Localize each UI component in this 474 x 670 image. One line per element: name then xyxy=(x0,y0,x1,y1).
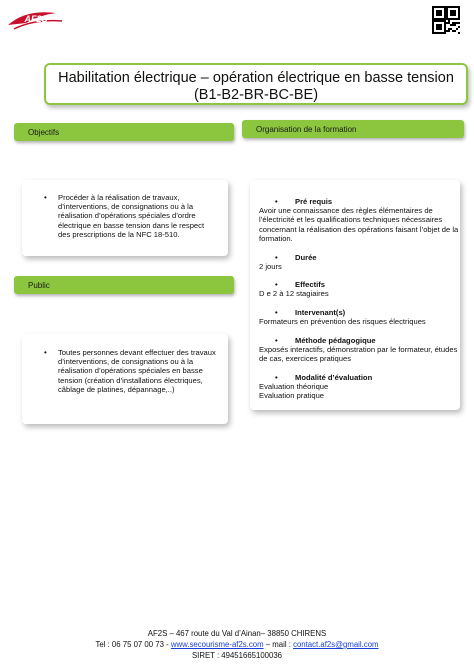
footer-tel: Tel : 06 75 07 00 73 - xyxy=(95,640,171,649)
org-heading: Méthode pédagogique xyxy=(295,336,376,345)
footer-mail-label: – mail : xyxy=(263,640,294,649)
org-heading: Modalité d’évaluation xyxy=(295,373,373,382)
footer-siret: SIRET : 49451665100036 xyxy=(191,651,283,660)
logo-text: AF2S xyxy=(24,14,48,24)
org-item-methode: • Méthode pédagogique Exposés interactifs, démonstration par le formateur, études de cas, exercices pratiques xyxy=(259,336,458,364)
page-title: Habilitation électrique – opération électrique en basse tension xyxy=(58,70,454,86)
org-body: Evaluation théorique Evaluation pratique xyxy=(259,382,329,401)
org-body: 2 jours xyxy=(259,262,282,272)
org-heading: Intervenant(s) xyxy=(295,308,346,317)
page-subtitle: (B1-B2-BR-BC-BE) xyxy=(193,87,319,103)
org-item-intervenants: • Intervenant(s) Formateurs en prévention des risques électriques xyxy=(259,308,459,326)
public-tab xyxy=(14,276,234,294)
email-link[interactable]: contact.af2s@gmail.com xyxy=(293,640,379,649)
organisation-tab xyxy=(242,120,464,138)
footer-address: AF2S – 467 route du Val d’Ainan– 38850 CHIRENS xyxy=(147,629,327,638)
qr-code[interactable] xyxy=(432,6,460,34)
org-body: Formateurs en prévention des risques électriques xyxy=(259,317,426,327)
organisation-label: Organisation de la formation xyxy=(256,125,357,134)
org-body: Avoir une connaissance des règles élémentaires de l’électricité et les qualifications techniques nécessaires concernant la réalisation des opérations faisant l’objet de la formation. xyxy=(259,206,459,243)
objectifs-tab xyxy=(14,123,234,141)
website-link[interactable]: www.secourisme-af2s.com xyxy=(170,640,264,649)
org-item-evaluation: • Modalité d’évaluation Evaluation théorique Evaluation pratique xyxy=(259,373,459,401)
public-label: Public xyxy=(28,281,50,290)
org-heading: Pré requis xyxy=(295,197,333,206)
title-box xyxy=(44,63,468,105)
org-item-duree: • Durée 2 jours xyxy=(259,253,459,271)
org-heading: Effectifs xyxy=(295,280,325,289)
bullet-icon: • xyxy=(44,348,47,357)
org-body: D e 2 à 12 stagiaires xyxy=(259,289,329,299)
org-item-prerequis: • Pré requis Avoir une connaissance des règles élémentaires de l’électricité et les qualifications techniques nécessaires concernant la réalisation des opérations faisant l’objet de la formation. xyxy=(259,197,459,243)
objectifs-label: Objectifs xyxy=(28,128,60,137)
org-heading: Durée xyxy=(295,253,317,262)
company-logo xyxy=(6,5,66,33)
bullet-icon: • xyxy=(44,193,47,202)
org-body: Exposés interactifs, démonstration par le formateur, études de cas, exercices pratiques xyxy=(259,345,458,364)
public-text: Toutes personnes devant effectuer des travaux d’interventions, de consignations ou à la réalisation d’opérations spéciales en basse tension (création d’installations électriques, câblage de platines, dépannage,..) xyxy=(58,348,216,394)
org-item-effectifs: • Effectifs D e 2 à 12 stagiaires xyxy=(259,280,459,298)
objectifs-text: Procéder à la réalisation de travaux, d’interventions, de consignations ou à la réalisation d’opérations spéciales d’ordre électrique en basse tension dans le respect des prescriptions de la NFC 18-510. xyxy=(58,193,205,239)
footer-contact xyxy=(0,639,474,650)
